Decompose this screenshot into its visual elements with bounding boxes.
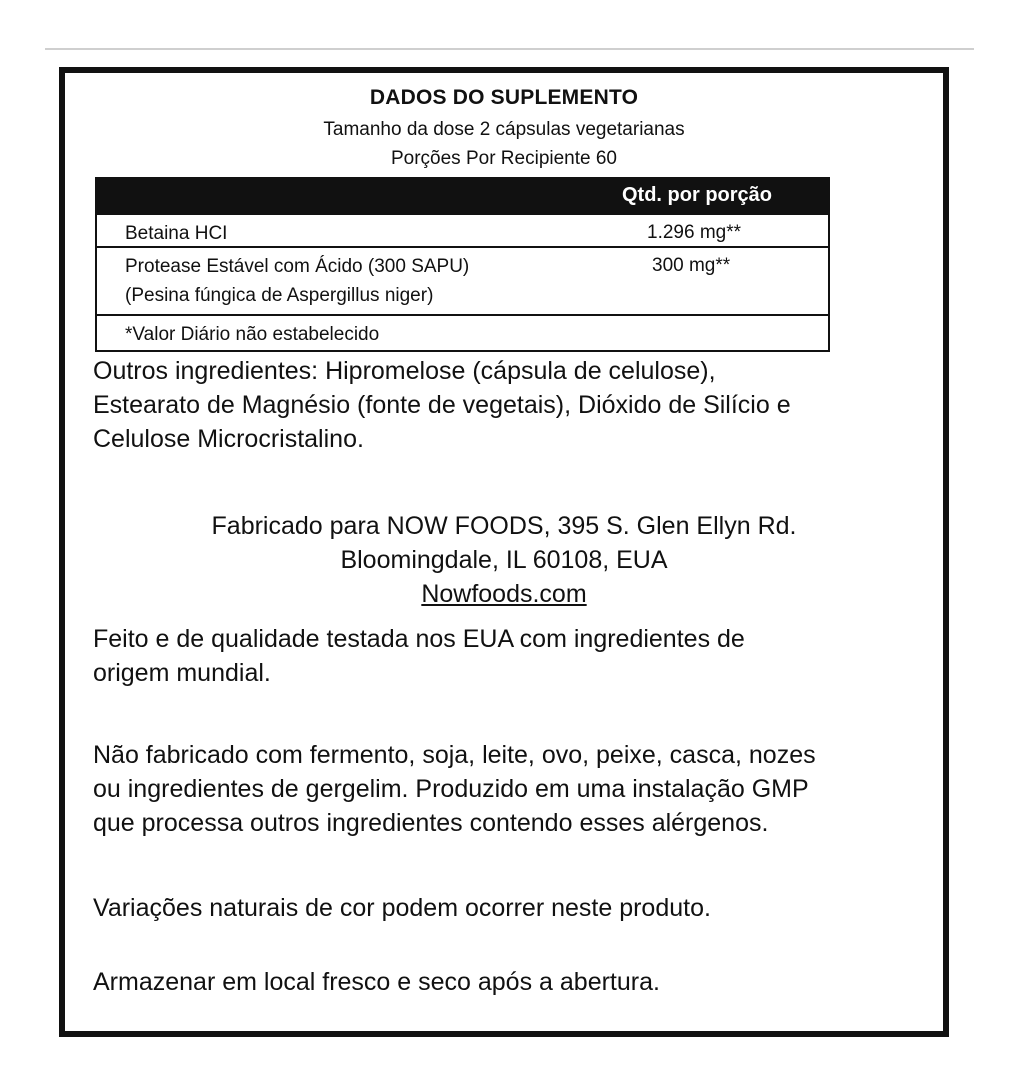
table-row [97,213,828,246]
table-row [97,246,828,314]
ingredient-name-line: Protease Estável com Ácido (300 SAPU) [125,256,470,277]
top-divider [45,48,974,50]
supplement-facts-label [59,67,949,1037]
website-link[interactable]: Nowfoods.com [421,580,587,608]
manufacturer-info [65,509,943,611]
ingredient-source-line: (Pesina fúngica de Aspergillus niger) [125,285,434,306]
table-footnote-row [97,314,828,350]
other-ingredients [93,354,933,456]
quality-line: Feito e de qualidade testada nos EUA com ingredientes de [93,625,745,653]
serving-size: Tamanho da dose 2 cápsulas vegetarianas [323,119,685,140]
quality-statement [93,622,933,690]
allergen-statement [93,738,933,840]
label-header [95,81,913,173]
manufacturer-address-line: Fabricado para NOW FOODS, 395 S. Glen Ellyn Rd. [211,512,797,540]
ingredient-amount: 300 mg** [652,255,731,276]
other-ingredients-line: Outros ingredientes: Hipromelose (cápsula de celulose), [93,357,716,385]
allergen-line: Não fabricado com fermento, soja, leite, ovo, peixe, casca, nozes [93,741,816,769]
other-ingredients-line: Celulose Microcristalino. [93,425,364,453]
allergen-line: ou ingredientes de gergelim. Produzido em uma instalação GMP [93,775,809,803]
quality-line: origem mundial. [93,659,271,687]
ingredient-name: Betaina HCI [125,223,228,244]
ingredient-amount: 1.296 mg** [647,222,742,243]
storage-note: Armazenar em local fresco e seco após a abertura. [93,968,660,996]
label-title: DADOS DO SUPLEMENTO [369,86,639,109]
color-variation-note: Variações naturais de cor podem ocorrer neste produto. [93,894,711,922]
ingredient-name [125,252,469,310]
other-ingredients-line: Estearato de Magnésio (fonte de vegetais), Dióxido de Silício e [93,391,791,419]
allergen-line: que processa outros ingredientes contendo esses alérgenos. [93,809,769,837]
manufacturer-city-line: Bloomingdale, IL 60108, EUA [340,546,668,574]
daily-value-footnote: *Valor Diário não estabelecido [125,324,380,345]
facts-table-header [97,179,828,213]
facts-table [95,177,830,352]
servings-per-container: Porções Por Recipiente 60 [390,148,617,169]
amount-per-serving-header: Qtd. por porção [622,184,772,206]
